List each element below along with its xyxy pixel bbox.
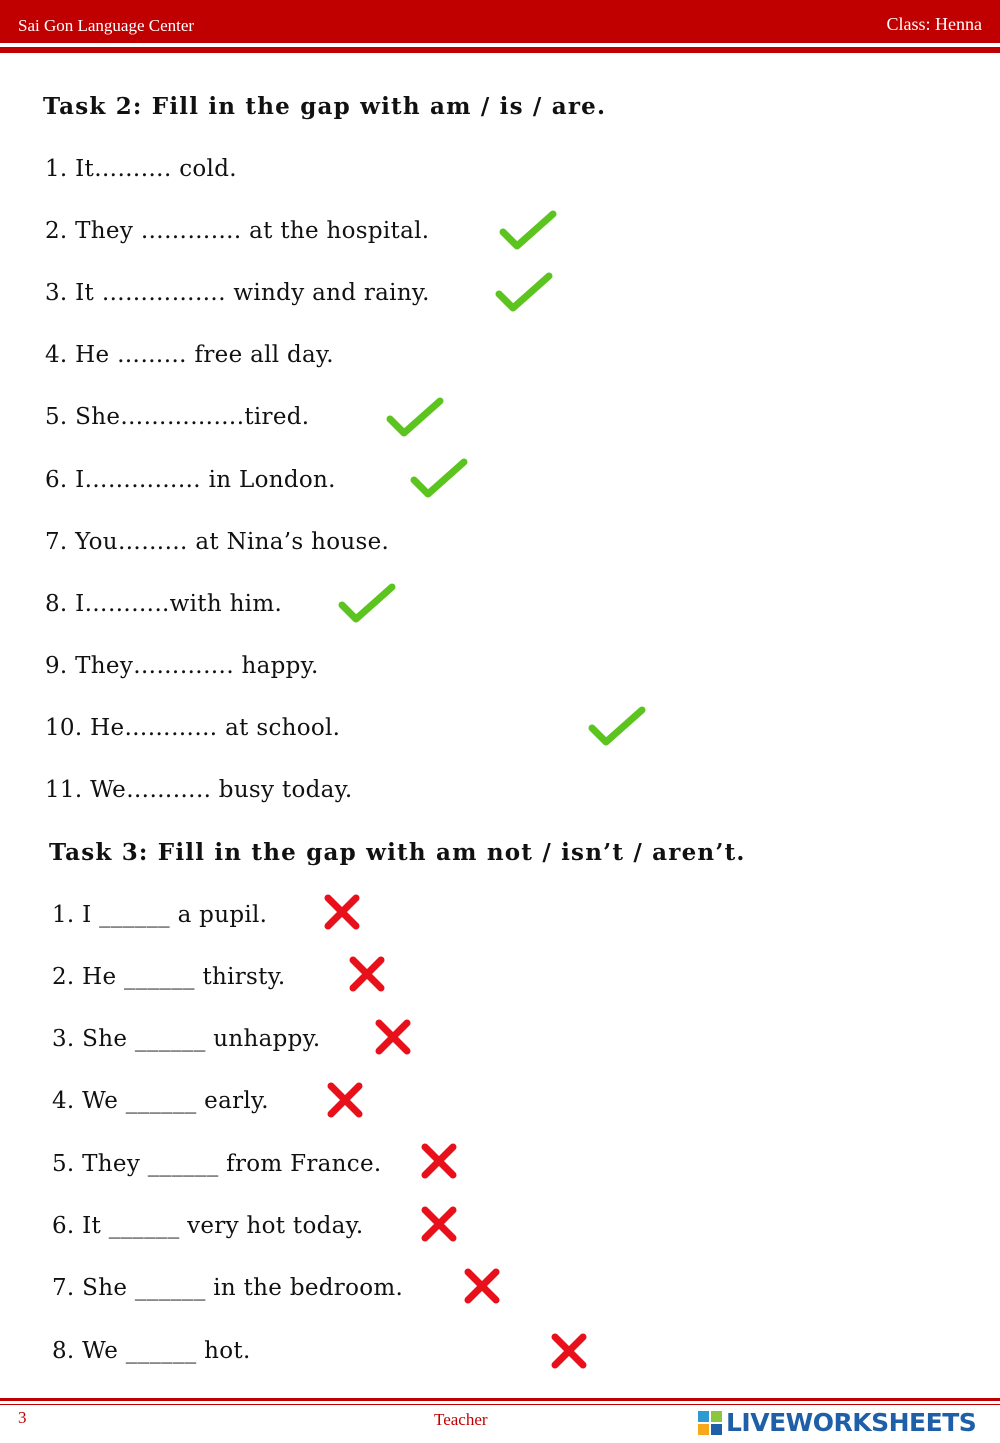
task2-item-9: 9. They…………. happy. xyxy=(45,653,319,679)
task3-item-4: 4. We ______ early. xyxy=(52,1088,269,1114)
cross-icon xyxy=(322,892,362,932)
cross-icon xyxy=(373,1017,413,1057)
task3-item-5: 5. They ______ from France. xyxy=(52,1151,382,1177)
liveworksheets-logo[interactable] xyxy=(698,1408,994,1438)
task3-item-8: 8. We ______ hot. xyxy=(52,1338,251,1364)
cross-icon xyxy=(419,1141,459,1181)
logo-text: LIVEWORKSHEETS xyxy=(726,1408,977,1437)
logo-squares-icon xyxy=(698,1411,722,1435)
task2-item-7: 7. You……… at Nina’s house. xyxy=(45,529,390,555)
task3-item-7: 7. She ______ in the bedroom. xyxy=(52,1275,404,1301)
task3-item-2: 2. He ______ thirsty. xyxy=(52,964,286,990)
footer-rule xyxy=(0,1398,1000,1401)
task2-item-4: 4. He ……… free all day. xyxy=(45,342,334,368)
center-name: Sai Gon Language Center xyxy=(18,16,195,35)
task2-title: Task 2: Fill in the gap with am / is / are. xyxy=(43,93,607,120)
task3-item-3: 3. She ______ unhappy. xyxy=(52,1026,321,1052)
cross-icon xyxy=(325,1080,365,1120)
task2-item-5: 5. She…………….tired. xyxy=(45,404,310,430)
cross-icon xyxy=(347,954,387,994)
task2-item-8: 8. I………..with him. xyxy=(45,591,283,617)
task2-item-3: 3. It ……………. windy and rainy. xyxy=(45,280,430,306)
check-icon xyxy=(495,272,553,314)
cross-icon xyxy=(549,1331,589,1371)
check-icon xyxy=(338,583,396,625)
cross-icon xyxy=(462,1266,502,1306)
page-number: 3 xyxy=(18,1408,27,1427)
task2-item-1: 1. It………. cold. xyxy=(45,156,237,182)
cross-icon xyxy=(419,1204,459,1244)
header-bar xyxy=(0,0,1000,43)
check-icon xyxy=(499,210,557,252)
check-icon xyxy=(410,458,468,500)
class-name: Class: Henna xyxy=(886,14,982,34)
header-rule xyxy=(0,47,1000,53)
task2-item-10: 10. He………… at school. xyxy=(45,715,341,741)
task3-title: Task 3: Fill in the gap with am not / isn’t / aren’t. xyxy=(49,839,746,866)
footer-teacher-label: Teacher xyxy=(434,1410,488,1429)
check-icon xyxy=(386,397,444,439)
task2-item-11: 11. We……….. busy today. xyxy=(45,777,353,803)
task2-item-2: 2. They …………. at the hospital. xyxy=(45,218,430,244)
task3-item-1: 1. I ______ a pupil. xyxy=(52,902,268,928)
task2-item-6: 6. I…………… in London. xyxy=(45,467,336,493)
footer-rule-thin xyxy=(0,1404,1000,1405)
check-icon xyxy=(588,706,646,748)
task3-item-6: 6. It ______ very hot today. xyxy=(52,1213,364,1239)
